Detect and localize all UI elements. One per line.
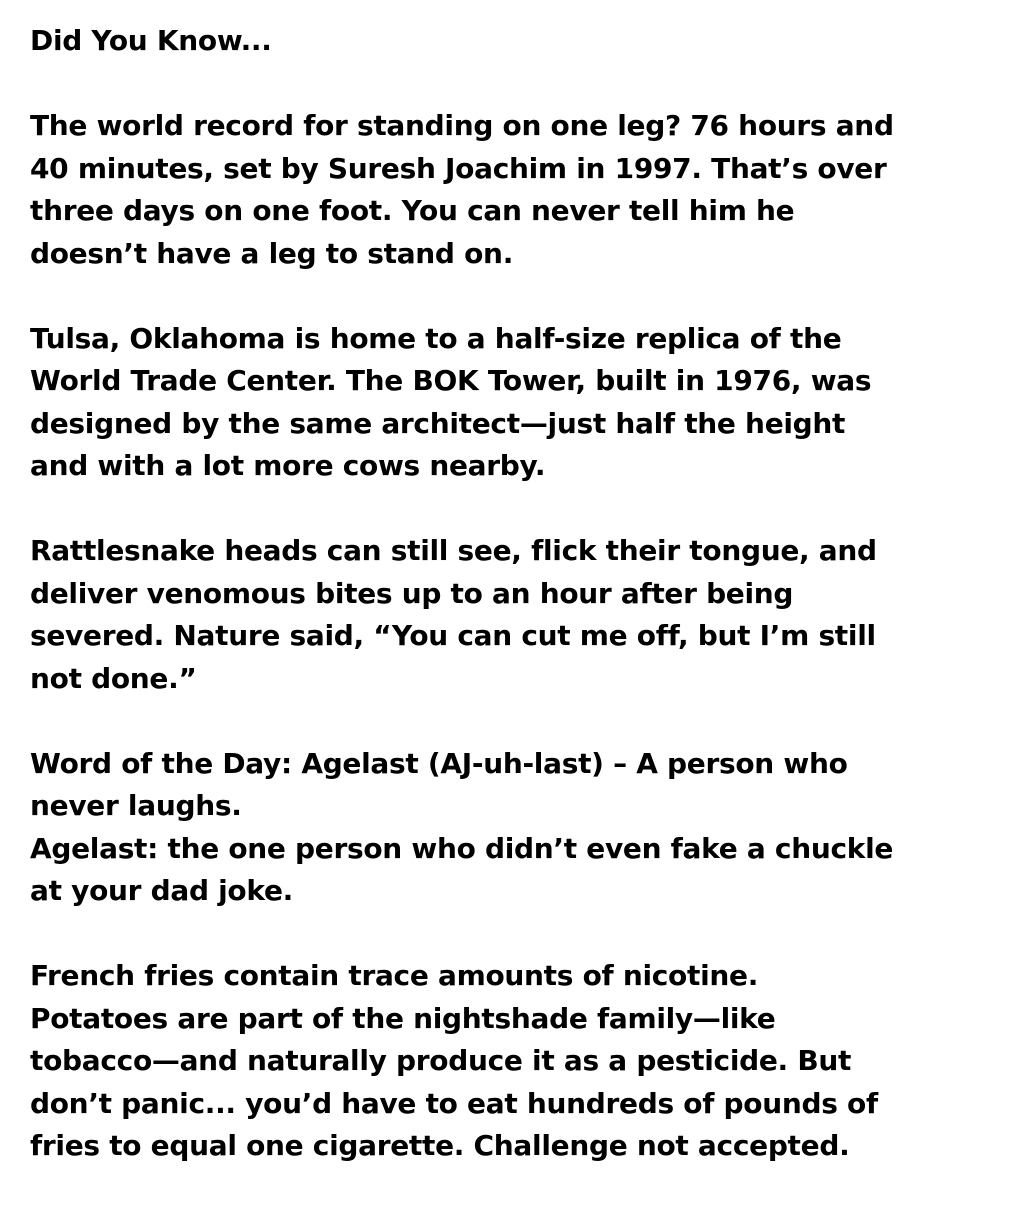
text-line: never laughs. (30, 789, 242, 822)
text-line: doesn’t have a leg to stand on. (30, 236, 514, 270)
text-line: and with a lot more cows nearby. (30, 449, 546, 482)
text-line: three days on one foot. You can never tell him he (30, 194, 795, 227)
heading-text: Did You Know... (30, 24, 272, 57)
text-line: not done.” (30, 661, 197, 695)
text-line: fries to equal one cigarette. Challenge not accepted. (30, 1129, 850, 1162)
text-line: 40 minutes, set by Suresh Joachim in 1997. That’s over (30, 151, 887, 185)
text-line: don’t panic... you’d have to eat hundreds of pounds of (30, 1086, 878, 1120)
text-line: Word of the Day: Agelast (AJ-uh-last) – A person who (30, 746, 848, 780)
paragraph-word-of-the-day (30, 743, 995, 913)
note-heading (30, 20, 995, 63)
text-line: Potatoes are part of the nightshade family—like (30, 1001, 776, 1035)
text-line: designed by the same architect—just half the height (30, 406, 846, 440)
note-body[interactable] (30, 20, 995, 1210)
text-line: severed. Nature said, “You can cut me off, but I’m still (30, 619, 876, 652)
paragraph-tulsa (30, 318, 995, 488)
text-line: tobacco—and naturally produce it as a pesticide. But (30, 1044, 852, 1077)
text-line: French fries contain trace amounts of nicotine. (30, 959, 759, 992)
text-line: Agelast: the one person who didn’t even fake a chuckle (30, 831, 894, 865)
text-line: World Trade Center. The BOK Tower, built in 1976, was (30, 364, 872, 397)
paragraph-rattlesnake (30, 530, 995, 700)
text-line: The world record for standing on one leg? 76 hours and (30, 109, 894, 142)
text-line: at your dad joke. (30, 874, 293, 907)
paragraph-french-fries (30, 955, 995, 1168)
paragraph-leg-record (30, 105, 995, 275)
text-line: deliver venomous bites up to an hour after being (30, 576, 794, 610)
text-line: Tulsa, Oklahoma is home to a half-size replica of the (30, 321, 842, 355)
text-line: Rattlesnake heads can still see, flick their tongue, and (30, 534, 877, 567)
